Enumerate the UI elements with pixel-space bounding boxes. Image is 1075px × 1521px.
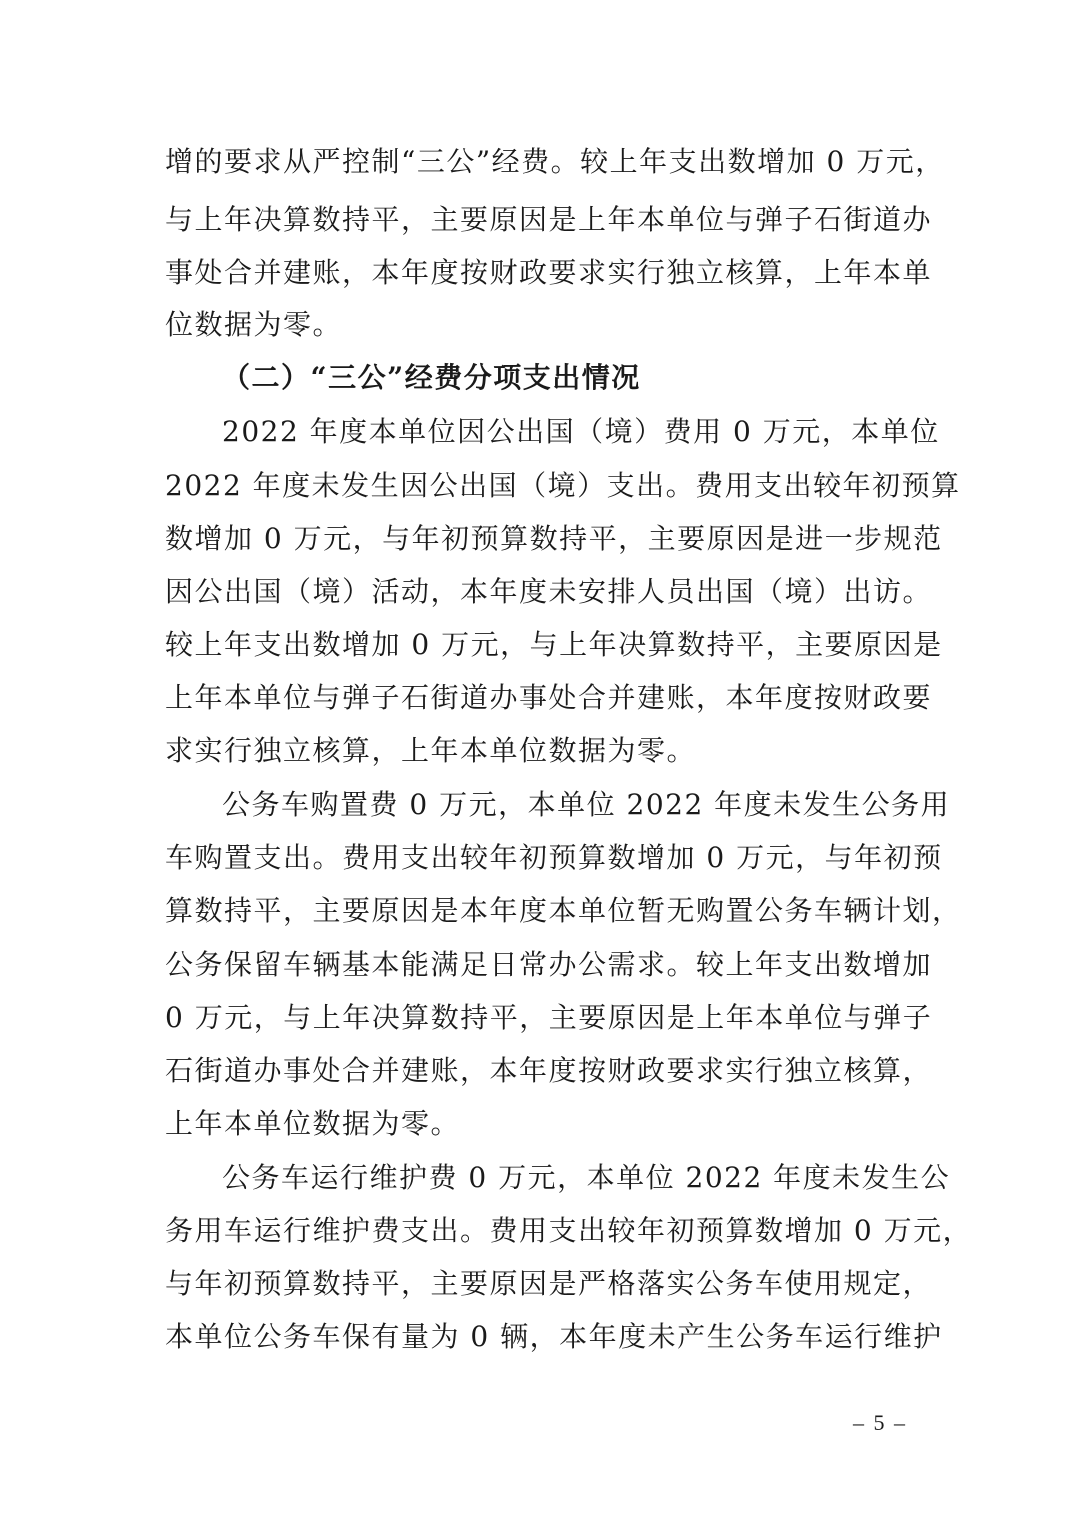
- body-text-line: 上年本单位与弹子石街道办事处合并建账，本年度按财政要: [165, 681, 933, 714]
- body-text-line: 求实行独立核算，上年本单位数据为零。: [165, 734, 697, 767]
- body-text-line: 石街道办事处合并建账，本年度按财政要求实行独立核算，: [165, 1054, 933, 1087]
- body-text-line: 事处合并建账，本年度按财政要求实行独立核算，上年本单: [165, 256, 933, 289]
- body-text-line: 2022 年度本单位因公出国（境）费用 0 万元，本单位: [222, 415, 940, 448]
- body-text-line: 与上年决算数持平，主要原因是上年本单位与弹子石街道办: [165, 203, 933, 236]
- page-number: – 5 –: [853, 1410, 907, 1435]
- body-text-line: 公务车购置费 0 万元，本单位 2022 年度未发生公务用: [222, 788, 951, 821]
- body-text-line: 上年本单位数据为零。: [165, 1107, 461, 1140]
- body-text-line: 车购置支出。费用支出较年初预算数增加 0 万元，与年初预: [165, 841, 943, 874]
- body-text-line: 0 万元，与上年决算数持平，主要原因是上年本单位与弹子: [165, 1001, 933, 1034]
- body-text-line: 算数持平，主要原因是本年度本单位暂无购置公务车辆计划，: [165, 894, 962, 927]
- body-text-line: 增的要求从严控制“三公”经费。较上年支出数增加 0 万元，: [165, 145, 945, 178]
- body-text-line: 与年初预算数持平，主要原因是严格落实公务车使用规定，: [165, 1267, 933, 1300]
- section-heading: （二）“三公”经费分项支出情况: [222, 361, 641, 394]
- body-text-line: 数增加 0 万元，与年初预算数持平，主要原因是进一步规范: [165, 522, 943, 555]
- body-text-line: 务用车运行维护费支出。费用支出较年初预算数增加 0 万元，: [165, 1214, 973, 1247]
- body-text-line: 位数据为零。: [165, 308, 343, 341]
- body-text-line: 本单位公务车保有量为 0 辆，本年度未产生公务车运行维护: [165, 1320, 943, 1353]
- body-text-line: 因公出国（境）活动，本年度未安排人员出国（境）出访。: [165, 575, 933, 608]
- body-text-line: 公务车运行维护费 0 万元，本单位 2022 年度未发生公: [222, 1161, 951, 1194]
- body-text-line: 较上年支出数增加 0 万元，与上年决算数持平，主要原因是: [165, 628, 943, 661]
- body-text-line: 2022 年度未发生因公出国（境）支出。费用支出较年初预算: [165, 469, 961, 502]
- body-text-line: 公务保留车辆基本能满足日常办公需求。较上年支出数增加: [165, 948, 933, 981]
